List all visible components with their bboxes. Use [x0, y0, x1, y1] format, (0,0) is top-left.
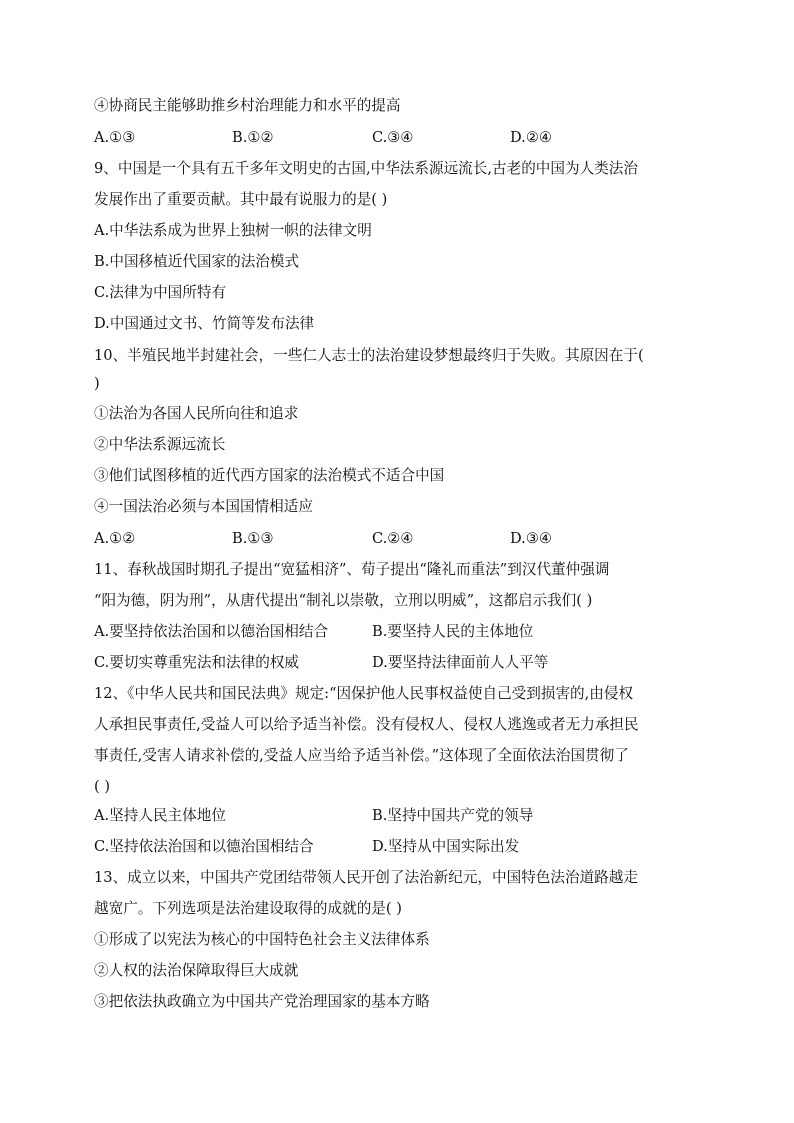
- q12-stem-line1: 12、《中华人民共和国民法典》规定:“因保护他人民事权益使自己受到损害的,由侵权: [94, 685, 634, 702]
- q10-option-d: D.③④: [510, 530, 552, 547]
- q11-option-c: C.要切实尊重宪法和法律的权威: [94, 654, 300, 671]
- q8-statement-4: ④协商民主能够助推乡村治理能力和水平的提高: [94, 97, 401, 114]
- q12-option-c: C.坚持依法治国和以德治国相结合: [94, 838, 314, 855]
- q12-option-d: D.坚持从中国实际出发: [372, 838, 520, 855]
- q10-statement-1: ①法治为各国人民所向往和追求: [94, 405, 299, 422]
- q10-stem-line1: 10、半殖民地半封建社会，一些仁人志士的法治建设梦想最终归于失败。其原因在于(: [94, 347, 644, 364]
- q8-option-d: D.②④: [510, 129, 552, 146]
- q11-option-d: D.要坚持法律面前人人平等: [372, 654, 549, 671]
- q13-statement-1: ①形成了以宪法为核心的中国特色社会主义法律体系: [94, 931, 430, 948]
- q12-option-a: A.坚持人民主体地位: [94, 807, 226, 824]
- q10-statement-2: ②中华法系源远流长: [94, 436, 226, 453]
- q8-option-c: C.③④: [372, 129, 414, 146]
- q11-option-b: B.要坚持人民的主体地位: [372, 623, 534, 640]
- q9-option-b: B.中国移植近代国家的法治模式: [94, 253, 300, 270]
- q10-option-a: A.①②: [94, 530, 136, 547]
- q10-stem-line2: ): [94, 375, 100, 392]
- q12-stem-line2: 人承担民事责任,受益人可以给予适当补偿。没有侵权人、侵权人逃逸或者无力承担民: [94, 716, 639, 733]
- q8-option-a: A.①③: [94, 129, 136, 146]
- q10-statement-4: ④一国法治必须与本国国情相适应: [94, 498, 313, 515]
- q13-statement-2: ②人权的法治保障取得巨大成就: [94, 962, 299, 979]
- q11-option-a: A.要坚持依法治国和以德治国相结合: [94, 623, 329, 640]
- q9-option-d: D.中国通过文书、竹简等发布法律: [94, 315, 315, 332]
- q9-option-c: C.法律为中国所特有: [94, 284, 227, 301]
- q8-option-b: B.①②: [232, 129, 274, 146]
- q12-option-b: B.坚持中国共产党的领导: [372, 807, 534, 824]
- q10-statement-3: ③他们试图移植的近代西方国家的法治模式不适合中国: [94, 467, 445, 484]
- q10-option-c: C.②④: [372, 530, 414, 547]
- q12-stem-line3: 事责任,受害人请求补偿的,受益人应当给予适当补偿。”这体现了全面依法治国贯彻了: [94, 747, 629, 764]
- q9-stem-line1: 9、中国是一个具有五千多年文明史的古国,中华法系源远流长,古老的中国为人类法治: [94, 160, 638, 177]
- q13-stem-line1: 13、成立以来，中国共产党团结带领人民开创了法治新纪元，中国特色法治道路越走: [94, 869, 638, 886]
- q13-stem-line2: 越宽广。下列选项是法治建设取得的成就的是( ): [94, 900, 402, 917]
- q12-stem-line4: ( ): [94, 778, 111, 795]
- q13-statement-3: ③把依法执政确立为中国共产党治理国家的基本方略: [94, 993, 430, 1010]
- q11-stem-line1: 11、春秋战国时期孔子提出“宽猛相济”、荀子提出“隆礼而重法”到汉代董仲强调: [94, 561, 610, 578]
- q11-stem-line2: “阳为德，阴为刑”，从唐代提出“制礼以崇敬，立刑以明威”，这都启示我们( ): [94, 592, 593, 609]
- q10-option-b: B.①③: [232, 530, 274, 547]
- q9-option-a: A.中华法系成为世界上独树一帜的法律文明: [94, 222, 372, 239]
- q9-stem-line2: 发展作出了重要贡献。其中最有说服力的是( ): [94, 191, 388, 208]
